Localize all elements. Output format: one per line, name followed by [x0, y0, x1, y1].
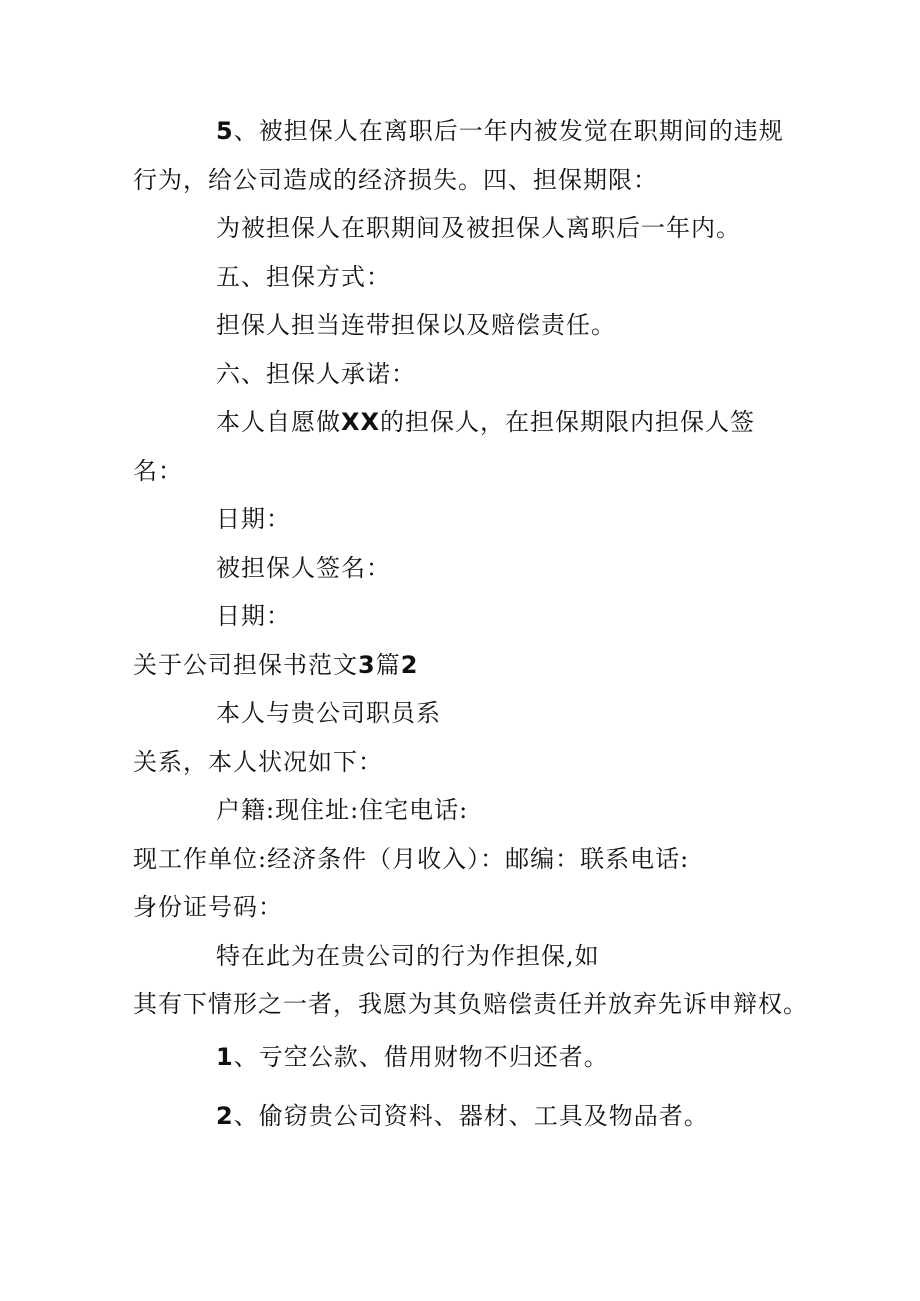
clause-number: 5	[216, 117, 234, 145]
paragraph-declaration: 特在此为在贵公司的行为作担保,如	[216, 942, 600, 970]
text-run: 篇	[375, 651, 401, 679]
guaranteed-signature-label: 被担保人签名：	[216, 554, 391, 582]
document-subtitle	[133, 650, 418, 680]
signature-label: 名：	[133, 457, 183, 485]
text-run: 本人自愿做	[216, 408, 341, 436]
paragraph-text: 行为，给公司造成的经济损失。四、担保期限：	[133, 166, 658, 194]
paragraph-guarantee-period: 为被担保人在职期间及被担保人离职后一年内。	[216, 214, 741, 242]
index-number: 2	[400, 651, 419, 679]
paragraph-guarantee-method: 担保人担当连带担保以及赔偿责任。	[216, 311, 616, 339]
paragraph-clause-5	[216, 116, 784, 146]
section-heading-commitment: 六、担保人承诺：	[216, 360, 416, 388]
count-number: 3	[358, 651, 376, 679]
clause-number: 2	[216, 1102, 234, 1130]
clause-number: 1	[216, 1043, 234, 1071]
section-heading-guarantee-method: 五、担保方式：	[216, 263, 391, 291]
paragraph-text: 关系，本人状况如下：	[133, 748, 383, 776]
placeholder-name: XX	[341, 408, 381, 436]
form-fields-work: 现工作单位:经济条件（月收入）：邮编：联系电话:	[133, 845, 690, 873]
text-run: 的担保人，在担保期限内担保人签	[380, 408, 756, 436]
form-field-id-number: 身份证号码：	[133, 893, 283, 921]
clause-text: 、被担保人在离职后一年内被发觉在职期间的违规	[233, 117, 784, 145]
form-fields-address: 户籍:现住址:住宅电话:	[216, 796, 469, 824]
paragraph-text: 其有下情形之一者，我愿为其负赔偿责任并放弃先诉申辩权。	[133, 990, 808, 1018]
list-item-clause-1	[216, 1042, 609, 1072]
date-label: 日期：	[216, 602, 291, 630]
paragraph-commitment	[216, 407, 755, 437]
text-run: 关于公司担保书范文	[133, 651, 358, 679]
date-label: 日期：	[216, 505, 291, 533]
clause-text: 、亏空公款、借用财物不归还者。	[233, 1043, 609, 1071]
paragraph-relationship: 本人与贵公司职员系	[216, 699, 441, 727]
clause-text: 、偷窃贵公司资料、器材、工具及物品者。	[233, 1102, 709, 1130]
list-item-clause-2	[216, 1101, 709, 1131]
